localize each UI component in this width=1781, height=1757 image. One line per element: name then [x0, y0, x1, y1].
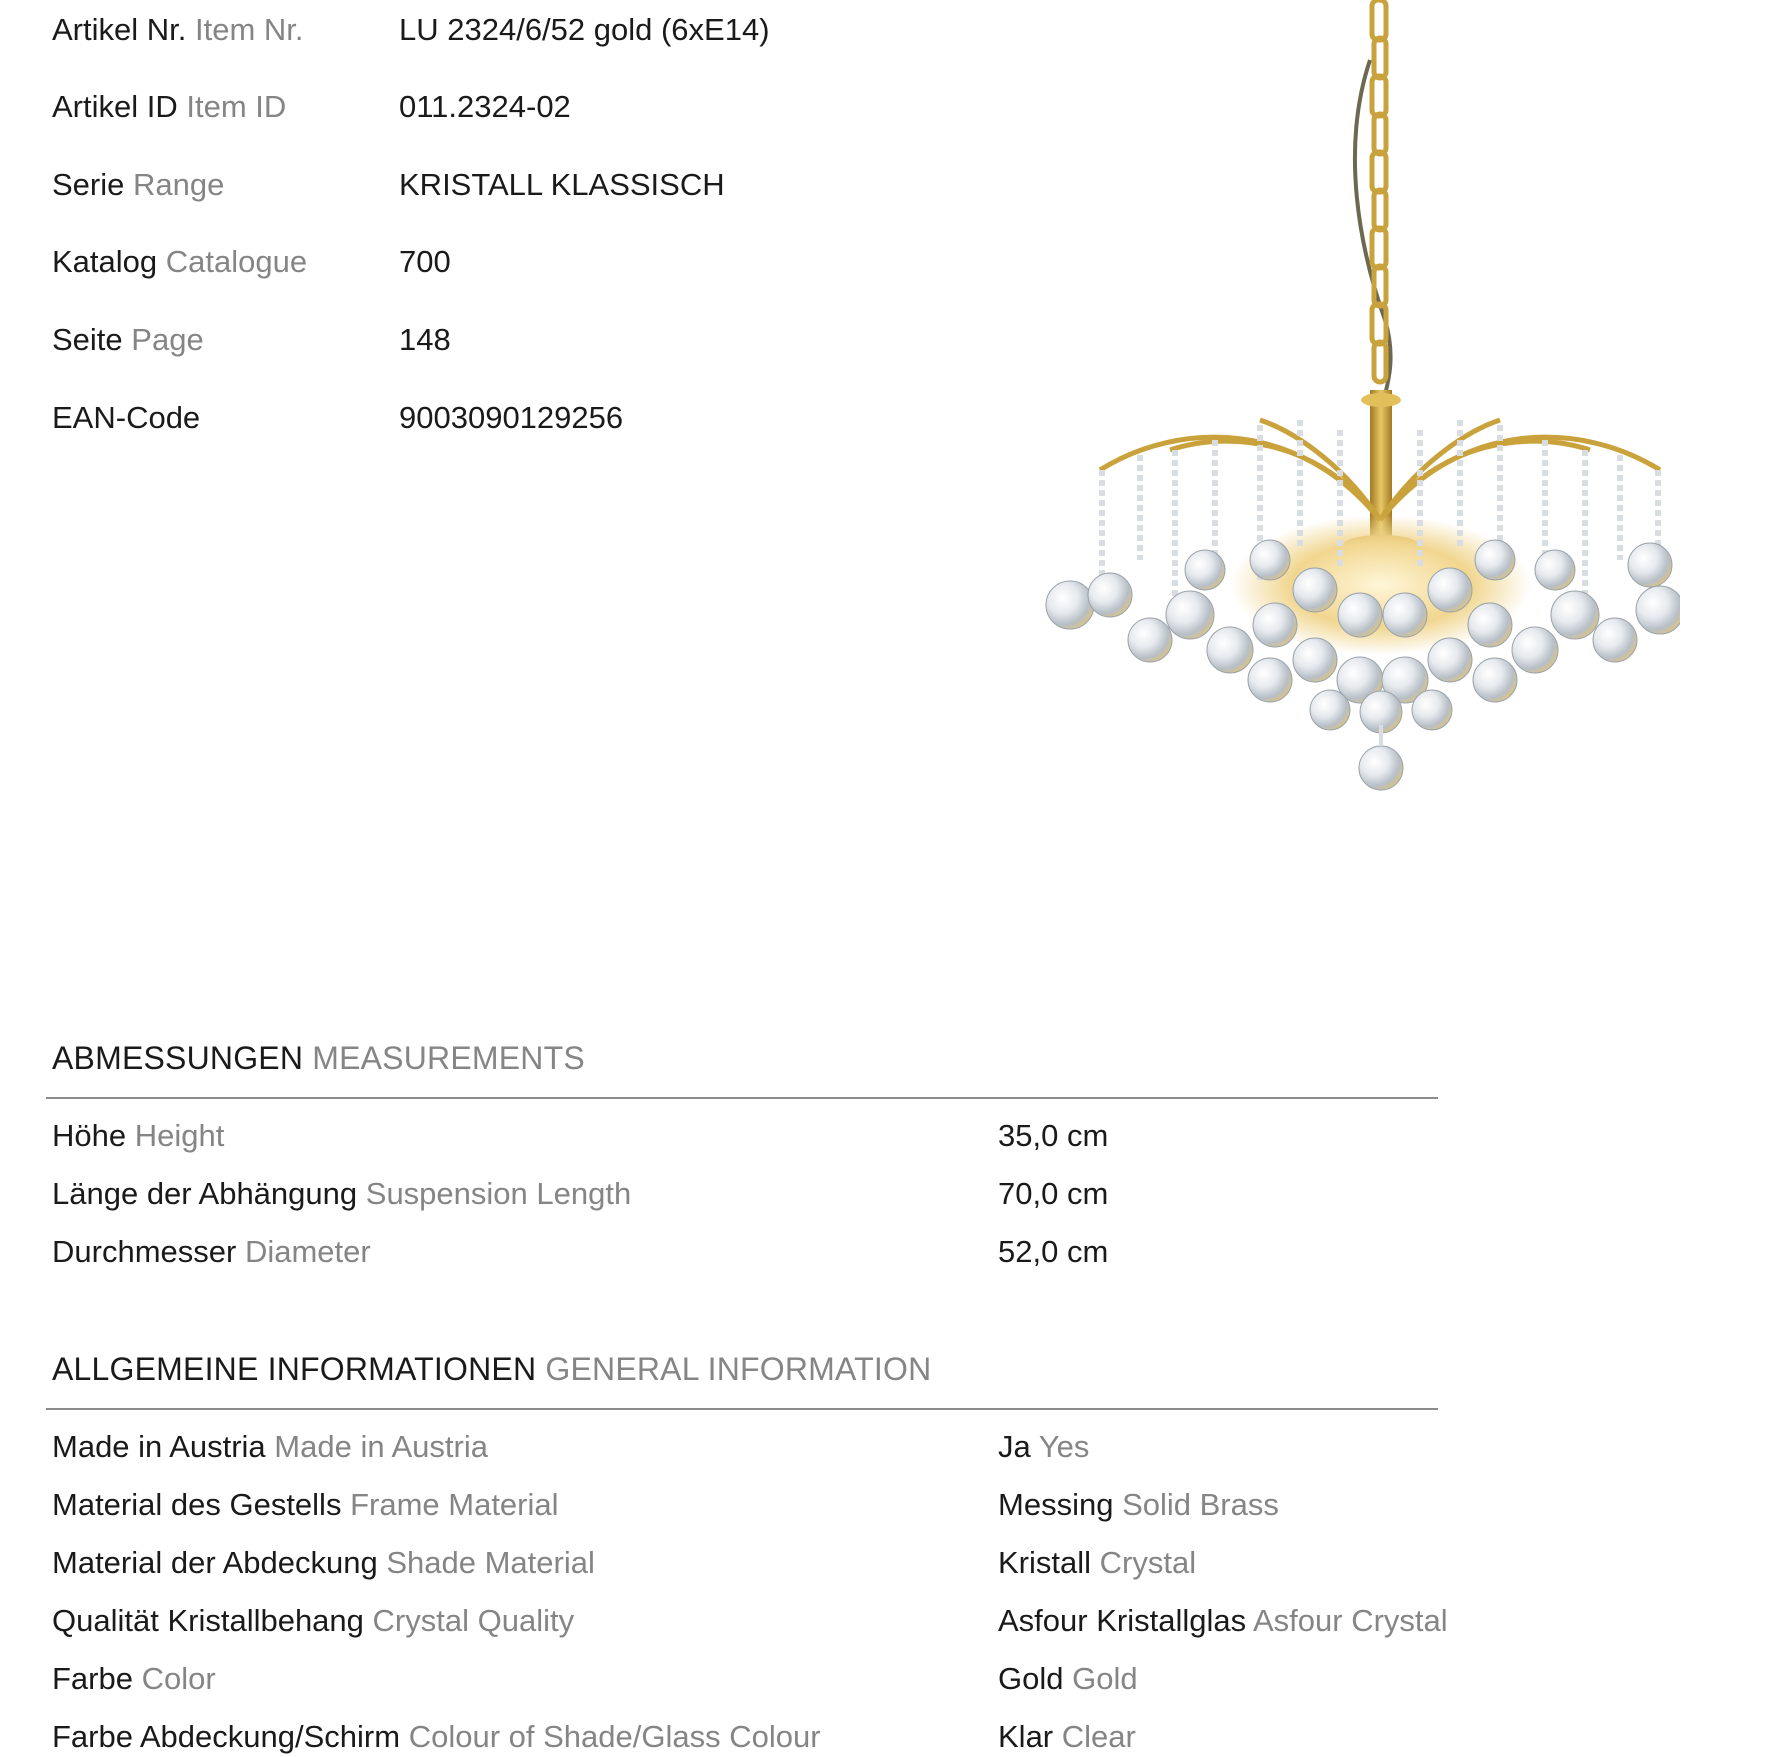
general-information-title: ALLGEMEINE INFORMATIONEN GENERAL INFORMATION	[52, 1351, 932, 1387]
measurements-divider	[46, 1097, 1438, 1099]
catalogue-value: 700	[399, 244, 451, 279]
range-value: KRISTALL KLASSISCH	[399, 167, 725, 202]
height-value: 35,0 cm	[998, 1118, 1109, 1153]
page-value: 148	[399, 322, 451, 357]
item-nr-value: LU 2324/6/52 gold (6xE14)	[399, 12, 770, 47]
item-id-value: 011.2324-02	[399, 89, 571, 124]
chandelier-photo	[1040, 0, 1680, 800]
diameter-value: 52,0 cm	[998, 1234, 1109, 1269]
measurements-title: ABMESSUNGEN MEASUREMENTS	[52, 1040, 585, 1076]
general-information-divider	[46, 1408, 1438, 1410]
ean-code-value: 9003090129256	[399, 400, 624, 435]
suspension-length-value: 70,0 cm	[998, 1176, 1109, 1211]
